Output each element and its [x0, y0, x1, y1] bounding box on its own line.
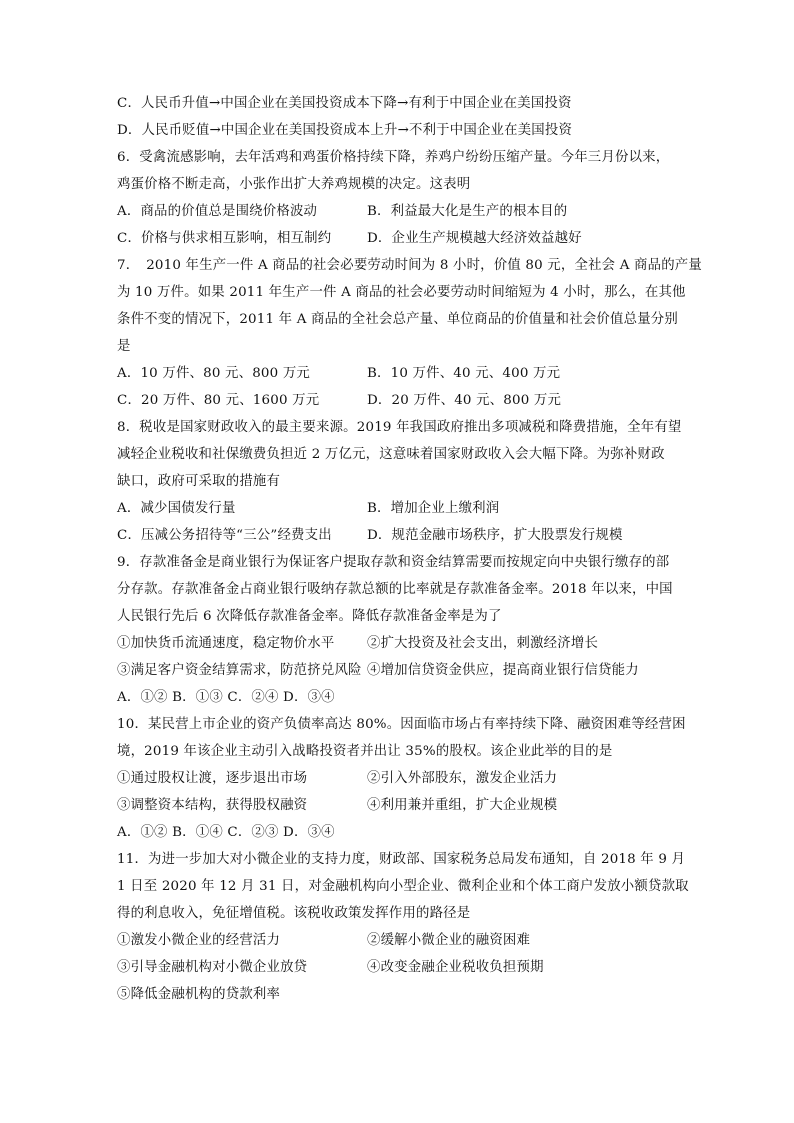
q11-stem: 11．为进一步加大对小微企业的支持力度，财政部、国家税务总局发布通知，自 2018 年 9 月 — [117, 852, 686, 867]
q7-options-cd — [117, 391, 687, 411]
q8-stem: 缺口，政府可采取的措施有 — [117, 474, 281, 489]
q8-option-d: D．规范金融市场秩序，扩大股票发行规模 — [367, 528, 623, 543]
q5-option-d: D．人民币贬值→中国企业在美国投资成本上升→不利于中国企业在美国投资 — [117, 123, 573, 138]
q9-statement-3: ③满足客户资金结算需求，防范挤兑风险 — [117, 663, 362, 678]
q8-option-c: C．压减公务招待等“三公”经费支出 — [117, 528, 332, 543]
q10-statement-1: ①通过股权让渡，逐步退出市场 — [117, 771, 308, 786]
q10-statements-34 — [117, 796, 687, 816]
q11-statement-1: ①激发小微企业的经营活力 — [117, 933, 281, 948]
q8-stem: 8．税收是国家财政收入的最主要来源。2019 年我国政府推出多项减税和降费措施，全年有望 — [117, 420, 682, 435]
q10-statement-4: ④利用兼并重组，扩大企业规模 — [367, 798, 558, 813]
q9-stem: 9．存款准备金是商业银行为保证客户提取存款和资金结算需要而按规定向中央银行缴存的部 — [117, 555, 670, 570]
q9-statements-34 — [117, 661, 687, 681]
q8-stem: 减轻企业税收和社保缴费负担近 2 万亿元，这意味着国家财政收入会大幅下降。为弥补财政 — [117, 447, 665, 462]
q11-statements-34 — [117, 958, 687, 978]
q8-options-ab — [117, 499, 687, 519]
q8-option-b: B．增加企业上缴利润 — [367, 501, 500, 516]
q7-option-d: D．20 万件、40 元、800 万元 — [367, 393, 562, 408]
q10-stem: 10．某民营上市企业的资产负债率高达 80%。因面临市场占有率持续下降、融资困难等经营困 — [117, 717, 686, 732]
q8-option-a: A．减少国债发行量 — [117, 501, 236, 516]
q7-stem: 条件不变的情况下，2011 年 A 商品的全社会总产量、单位商品的价值量和社会价值总量分别 — [117, 312, 678, 327]
q9-answer-options: A．①② B．①③ C．②④ D．③④ — [117, 690, 335, 705]
q5-option-c: C．人民币升值→中国企业在美国投资成本下降→有利于中国企业在美国投资 — [117, 96, 572, 111]
q6-stem: 6．受禽流感影响，去年活鸡和鸡蛋价格持续下降，养鸡户纷纷压缩产量。今年三月份以来， — [117, 150, 670, 165]
q6-option-b: B．利益最大化是生产的根本目的 — [367, 204, 568, 219]
q6-option-d: D．企业生产规模越大经济效益越好 — [367, 231, 582, 246]
q9-stem: 人民银行先后 6 次降低存款准备金率。降低存款准备金率是为了 — [117, 609, 502, 624]
q11-statement-2: ②缓解小微企业的融资困难 — [367, 933, 531, 948]
q6-option-c: C．价格与供求相互影响，相互制约 — [117, 231, 332, 246]
q6-options-cd — [117, 229, 687, 249]
q11-statements-12 — [117, 931, 687, 951]
q6-options-ab — [117, 202, 687, 222]
q7-option-a: A．10 万件、80 元、800 万元 — [117, 366, 311, 381]
q7-stem: 是 — [117, 339, 131, 354]
q10-statement-2: ②引入外部股东，激发企业活力 — [367, 771, 558, 786]
q6-option-a: A．商品的价值总是围绕价格波动 — [117, 204, 318, 219]
q7-option-c: C．20 万件、80 元、1600 万元 — [117, 393, 320, 408]
q9-statement-4: ④增加信贷资金供应，提高商业银行信贷能力 — [367, 663, 639, 678]
q7-option-b: B．10 万件、40 元、400 万元 — [367, 366, 561, 381]
q8-options-cd — [117, 526, 687, 546]
q9-statement-2: ②扩大投资及社会支出，刺激经济增长 — [367, 636, 599, 651]
q10-stem: 境，2019 年该企业主动引入战略投资者并出让 35%的股权。该企业此举的目的是 — [117, 744, 613, 759]
q10-answer-options: A．①② B．①④ C．②③ D．③④ — [117, 825, 335, 840]
q11-statement-3: ③引导金融机构对小微企业放贷 — [117, 960, 308, 975]
q7-stem: 为 10 万件。如果 2011 年生产一件 A 商品的社会必要劳动时间缩短为 4 小时，那么，在其他 — [117, 285, 686, 300]
q11-stem: 1 日至 2020 年 12 月 31 日，对金融机构向小型企业、微利企业和个体工商户发放小额贷款取 — [117, 879, 689, 894]
q11-statement-4: ④改变金融企业税收负担预期 — [367, 960, 544, 975]
q7-options-ab — [117, 364, 687, 384]
q7-stem: 7． 2010 年生产一件 A 商品的社会必要劳动时间为 8 小时，价值 80 元，全社会 A 商品的产量 — [117, 258, 702, 273]
q11-statement-5: ⑤降低金融机构的贷款利率 — [117, 987, 281, 1002]
q11-stem: 得的利息收入，免征增值税。该税收政策发挥作用的路径是 — [117, 906, 471, 921]
q10-statements-12 — [117, 769, 687, 789]
q9-statements-12 — [117, 634, 687, 654]
q9-statement-1: ①加快货币流通速度，稳定物价水平 — [117, 636, 335, 651]
q9-stem: 分存款。存款准备金占商业银行吸纳存款总额的比率就是存款准备金率。2018 年以来，中国 — [117, 582, 673, 597]
q6-stem: 鸡蛋价格不断走高，小张作出扩大养鸡规模的决定。这表明 — [117, 177, 471, 192]
q10-statement-3: ③调整资本结构，获得股权融资 — [117, 798, 308, 813]
